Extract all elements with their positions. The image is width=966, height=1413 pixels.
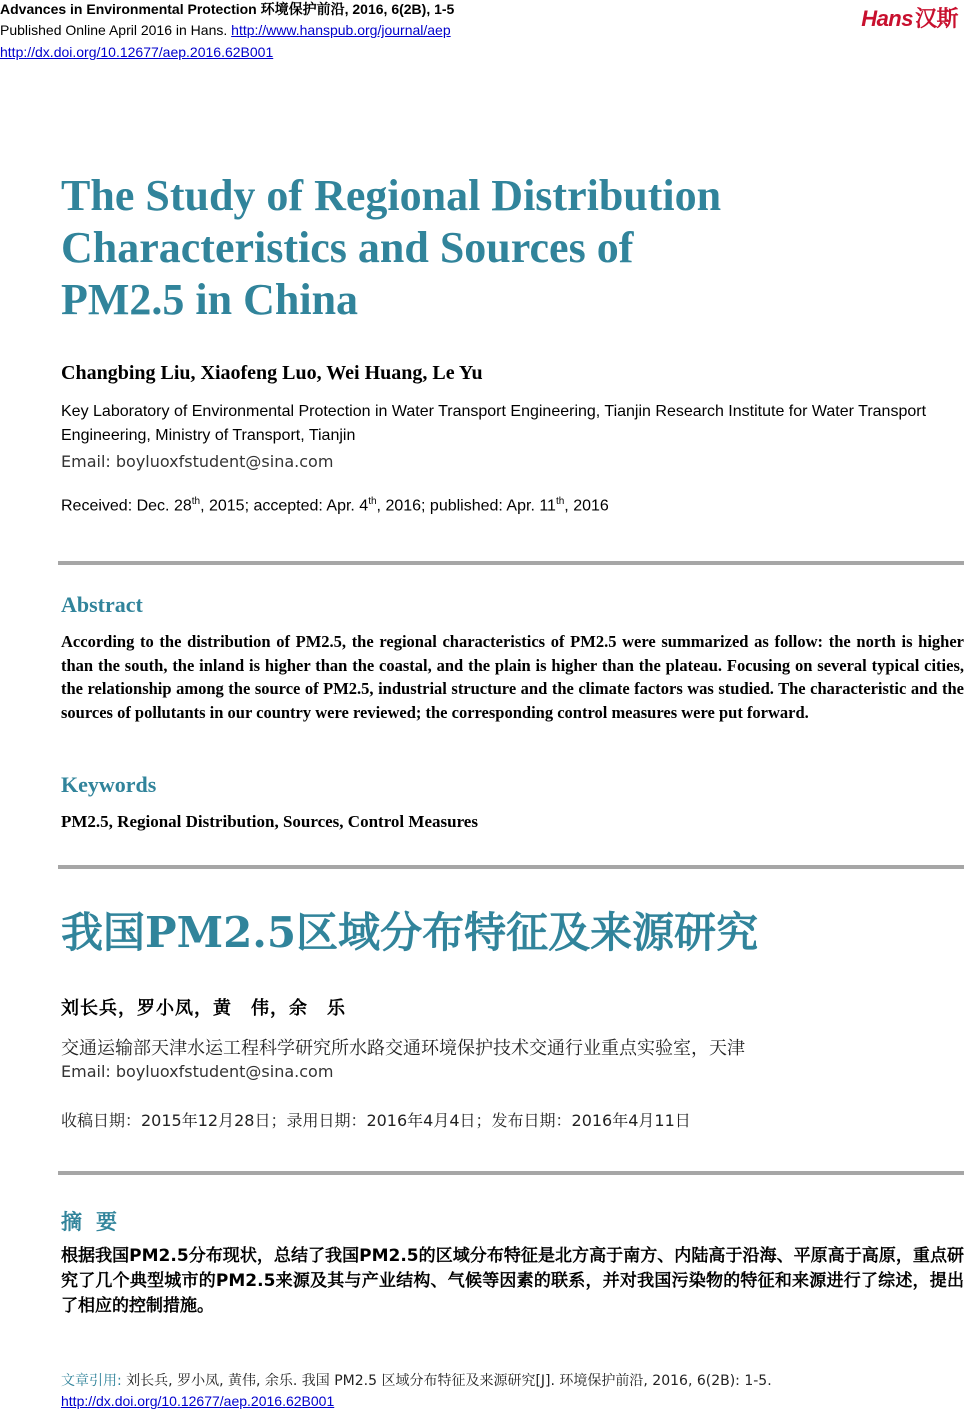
doi-line	[0, 43, 273, 62]
divider	[58, 1171, 964, 1175]
published-prefix: Published Online April 2016 in Hans.	[0, 22, 232, 38]
received-sup: th	[368, 496, 377, 507]
email: Email: boyluoxfstudent@sina.com	[61, 452, 334, 471]
cn-received-dates: 收稿日期：2015年12月28日；录用日期：2016年4月4日；发布日期：2016年4月11日	[61, 1111, 691, 1130]
received-part: , 2016	[564, 497, 609, 515]
title-line-2: Characteristics and Sources of	[61, 223, 634, 272]
cn-abstract-text: 根据我国PM2.5分布现状，总结了我国PM2.5的区域分布特征是北方高于南方、内陆高于沿海、平原高于高原，重点研究了几个典型城市的PM2.5来源及其与产业结构、气候等因素的联系，并对我国污染物的特征和来源进行了综述，提出了相应的控制措施。	[61, 1246, 964, 1316]
citation-text: 刘长兵, 罗小凤, 黄伟, 余乐. 我国 PM2.5 区域分布特征及来源研究[J]. 环境保护前沿, 2016, 6(2B): 1-5.	[126, 1373, 772, 1389]
cn-email: Email: boyluoxfstudent@sina.com	[61, 1062, 334, 1081]
citation-label: 文章引用:	[61, 1373, 127, 1389]
received-sup: th	[191, 496, 201, 507]
divider	[58, 561, 964, 565]
received-sup: th	[555, 496, 565, 507]
title-line-1: The Study of Regional Distribution	[61, 171, 722, 220]
cn-title: 我国PM2.5区域分布特征及来源研究	[61, 908, 759, 957]
cn-affiliation: 交通运输部天津水运工程科学研究所水路交通环境保护技术交通行业重点实验室，天津	[61, 1038, 745, 1059]
keywords-text: PM2.5, Regional Distribution, Sources, Control Measures	[61, 812, 478, 831]
title-line-3: PM2.5 in China	[61, 275, 359, 324]
divider	[58, 865, 964, 869]
publisher-logo	[861, 2, 958, 33]
received-part: , 2015; accepted: Apr. 4	[200, 497, 369, 515]
abstract-text: According to the distribution of PM2.5, the regional characteristics of PM2.5 were summarized as follow: the north is higher than the south, the inland is higher than the coastal, and the plain is higher than the plateau. Focusing on several typical cities, the relationship among the source of PM2.5, industrial structure and the climate factors was studied. The characteristic and the sources of pollutants in our country were reviewed; the corresponding control measures were put forward.	[61, 632, 964, 722]
received-part: , 2016; published: Apr. 11	[376, 497, 556, 515]
published-line	[0, 21, 451, 40]
received-part: Received: Dec. 28	[61, 497, 192, 515]
abstract-heading: Abstract	[61, 592, 143, 617]
citation-doi-line	[61, 1393, 334, 1409]
received-dates	[61, 496, 609, 515]
doi-link[interactable]: http://dx.doi.org/10.12677/aep.2016.62B001	[0, 44, 274, 60]
citation-doi-link[interactable]: http://dx.doi.org/10.12677/aep.2016.62B001	[61, 1393, 335, 1409]
cn-abstract-heading: 摘要	[61, 1210, 131, 1234]
logo-cn: 汉斯	[914, 6, 958, 31]
keywords-heading: Keywords	[61, 772, 157, 797]
citation	[61, 1370, 772, 1390]
authors: Changbing Liu, Xiaofeng Luo, Wei Huang, Le Yu	[61, 362, 483, 384]
affiliation: Key Laboratory of Environmental Protection in Water Transport Engineering, Tianjin Research Institute for Water Transport Engineering, Ministry of Transport, Tianjin	[61, 403, 927, 444]
paper-title	[61, 170, 901, 326]
cn-authors: 刘长兵，罗小凤，黄 伟，余 乐	[61, 998, 346, 1019]
journal-link[interactable]: http://www.hanspub.org/journal/aep	[231, 22, 451, 38]
logo-text: Hans	[861, 6, 913, 31]
journal-line: Advances in Environmental Protection 环境保护前沿, 2016, 6(2B), 1-5	[0, 1, 455, 17]
